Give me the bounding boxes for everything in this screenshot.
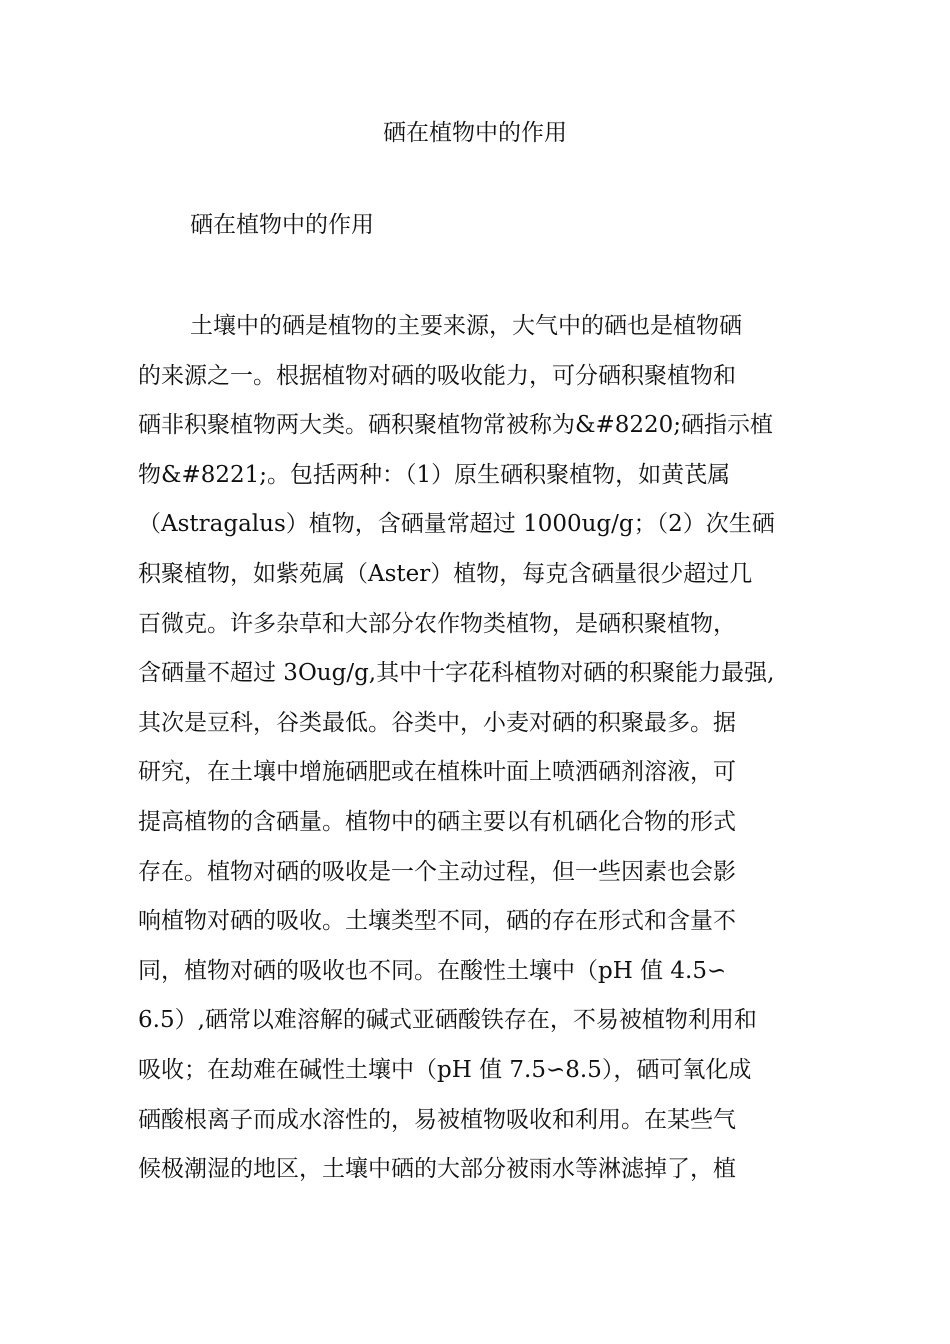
paragraph-line: 响植物对硒的吸收。土壤类型不同，硒的存在形式和含量不 bbox=[138, 908, 736, 935]
paragraph-line: 硒非积聚植物两大类。硒积聚植物常被称为&#8220;硒指示植 bbox=[138, 412, 774, 439]
section-heading: 硒在植物中的作用 bbox=[190, 212, 374, 238]
body-paragraph bbox=[138, 306, 828, 1199]
paragraph-line: 土壤中的硒是植物的主要来源，大气中的硒也是植物硒 bbox=[190, 313, 742, 339]
paragraph-line: （Astragalus）植物，含硒量常超过 1000ug/g；（2）次生硒 bbox=[138, 511, 775, 538]
paragraph-line: 吸收；在劫难在碱性土壤中（pH 值 7.5∽8.5），硒可氧化成 bbox=[138, 1056, 752, 1083]
paragraph-line: 积聚植物，如紫苑属（Aster）植物，每克含硒量很少超过几 bbox=[138, 560, 753, 587]
page-title: 硒在植物中的作用 bbox=[383, 120, 567, 146]
paragraph-line: 硒酸根离子而成水溶性的，易被植物吸收和利用。在某些气 bbox=[138, 1106, 736, 1133]
paragraph-line: 物&#8221;。包括两种：（1）原生硒积聚植物，如黄芪属 bbox=[138, 461, 731, 488]
paragraph-line: 其次是豆科，谷类最低。谷类中，小麦对硒的积聚最多。据 bbox=[138, 709, 736, 736]
paragraph-line: 存在。植物对硒的吸收是一个主动过程，但一些因素也会影 bbox=[138, 858, 736, 885]
paragraph-line: 研究，在土壤中增施硒肥或在植株叶面上喷洒硒剂溶液，可 bbox=[138, 759, 736, 786]
paragraph-line: 含硒量不超过 3Oug/g,其中十字花科植物对硒的积聚能力最强, bbox=[138, 660, 775, 687]
paragraph-line: 百微克。许多杂草和大部分农作物类植物，是硒积聚植物， bbox=[138, 610, 736, 637]
paragraph-line: 提高植物的含硒量。植物中的硒主要以有机硒化合物的形式 bbox=[138, 808, 736, 835]
paragraph-line: 6.5）,硒常以难溶解的碱式亚硒酸铁存在，不易被植物利用和 bbox=[138, 1007, 757, 1034]
paragraph-line: 同，植物对硒的吸收也不同。在酸性土壤中（pH 值 4.5∽ bbox=[138, 957, 727, 984]
paragraph-line: 的来源之一。根据植物对硒的吸收能力，可分硒积聚植物和 bbox=[138, 362, 736, 389]
paragraph-line: 候极潮湿的地区，土壤中硒的大部分被雨水等淋滤掉了，植 bbox=[138, 1156, 736, 1183]
